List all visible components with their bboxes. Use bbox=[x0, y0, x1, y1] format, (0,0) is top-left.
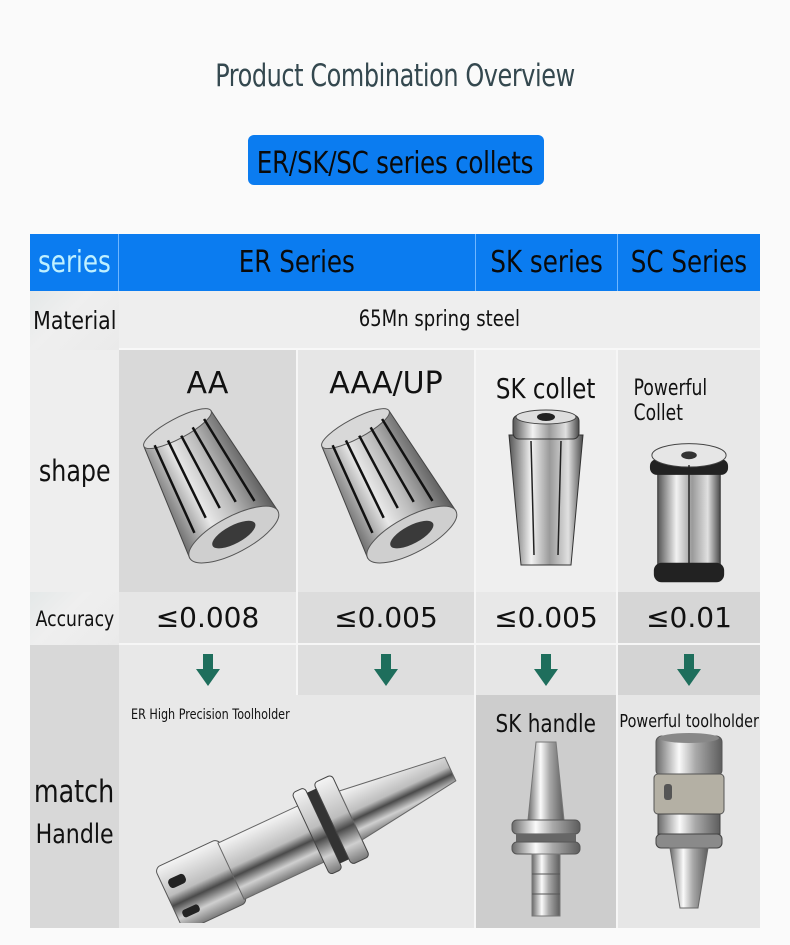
accuracy-value-aa: ≤0.008 bbox=[155, 601, 260, 634]
match-cell-sc bbox=[618, 695, 760, 928]
arrow-down-icon bbox=[374, 654, 398, 686]
er-collet-aa-image bbox=[128, 401, 288, 571]
accuracy-value-sc: ≤0.01 bbox=[646, 601, 732, 634]
arrow-down-icon bbox=[196, 654, 220, 686]
material-value-text: 65Mn spring steel bbox=[358, 307, 521, 332]
match-caption-sk: SK handle bbox=[495, 709, 597, 738]
accuracy-cell-sc bbox=[618, 592, 760, 645]
match-caption-sc: Powerful toolholder bbox=[619, 711, 759, 732]
row-label-arrow-spacer bbox=[30, 645, 119, 695]
arrow-cell-sc bbox=[618, 645, 760, 695]
shape-caption-aa: AA bbox=[186, 366, 229, 401]
shape-caption-sk: SK collet bbox=[496, 372, 596, 405]
sc-powerful-collet-image bbox=[639, 426, 739, 592]
row-label-match-handle bbox=[30, 695, 119, 928]
accuracy-cell-aa bbox=[119, 592, 298, 645]
shape-caption-sc: Powerful Collet bbox=[633, 376, 708, 426]
match-label-line1: match bbox=[34, 773, 115, 810]
accuracy-value-sk: ≤0.005 bbox=[494, 601, 598, 634]
accuracy-cell-aaa bbox=[298, 592, 476, 645]
header-series-label: series bbox=[37, 245, 111, 280]
shape-cell-aa bbox=[119, 350, 298, 592]
header-series bbox=[30, 234, 119, 291]
arrow-down-icon bbox=[534, 654, 558, 686]
accuracy-cell-sk bbox=[476, 592, 618, 645]
shape-caption-aaa: AAA/UP bbox=[329, 366, 443, 401]
match-cell-er bbox=[119, 695, 476, 928]
header-sc-series bbox=[618, 234, 760, 291]
material-label: Material bbox=[32, 306, 117, 335]
arrow-cell-aaa bbox=[298, 645, 476, 695]
powerful-toolholder-image bbox=[644, 732, 734, 912]
er-toolholder-image bbox=[129, 723, 469, 923]
row-label-shape bbox=[30, 350, 119, 592]
sk-handle-image bbox=[506, 738, 586, 918]
row-label-accuracy bbox=[30, 592, 119, 645]
shape-cell-aaa bbox=[298, 350, 476, 592]
arrow-down-icon bbox=[677, 654, 701, 686]
shape-cell-sk bbox=[476, 350, 618, 592]
match-cell-sk bbox=[476, 695, 618, 928]
header-sk-series bbox=[476, 234, 618, 291]
arrow-cell-sk bbox=[476, 645, 618, 695]
page-subtitle: ER/SK/SC series collets bbox=[256, 146, 534, 181]
arrow-cell-aa bbox=[119, 645, 298, 695]
header-er-series bbox=[119, 234, 476, 291]
page-title: Product Combination Overview bbox=[215, 58, 575, 94]
accuracy-value-aaa: ≤0.005 bbox=[334, 601, 438, 634]
sk-collet-image bbox=[501, 405, 591, 575]
match-caption-er: ER High Precision Toolholder bbox=[131, 707, 290, 723]
header-sk-label: SK series bbox=[490, 245, 603, 280]
row-label-material bbox=[30, 291, 119, 350]
header-er-label: ER Series bbox=[238, 245, 356, 280]
header-sc-label: SC Series bbox=[630, 245, 748, 280]
shape-cell-sc bbox=[618, 350, 760, 592]
shape-label: shape bbox=[38, 454, 111, 488]
material-value bbox=[119, 291, 760, 350]
comparison-table bbox=[30, 234, 760, 928]
er-collet-aaa-image bbox=[306, 401, 466, 571]
accuracy-label: Accuracy bbox=[35, 606, 114, 631]
match-label-line2: Handle bbox=[35, 818, 114, 850]
